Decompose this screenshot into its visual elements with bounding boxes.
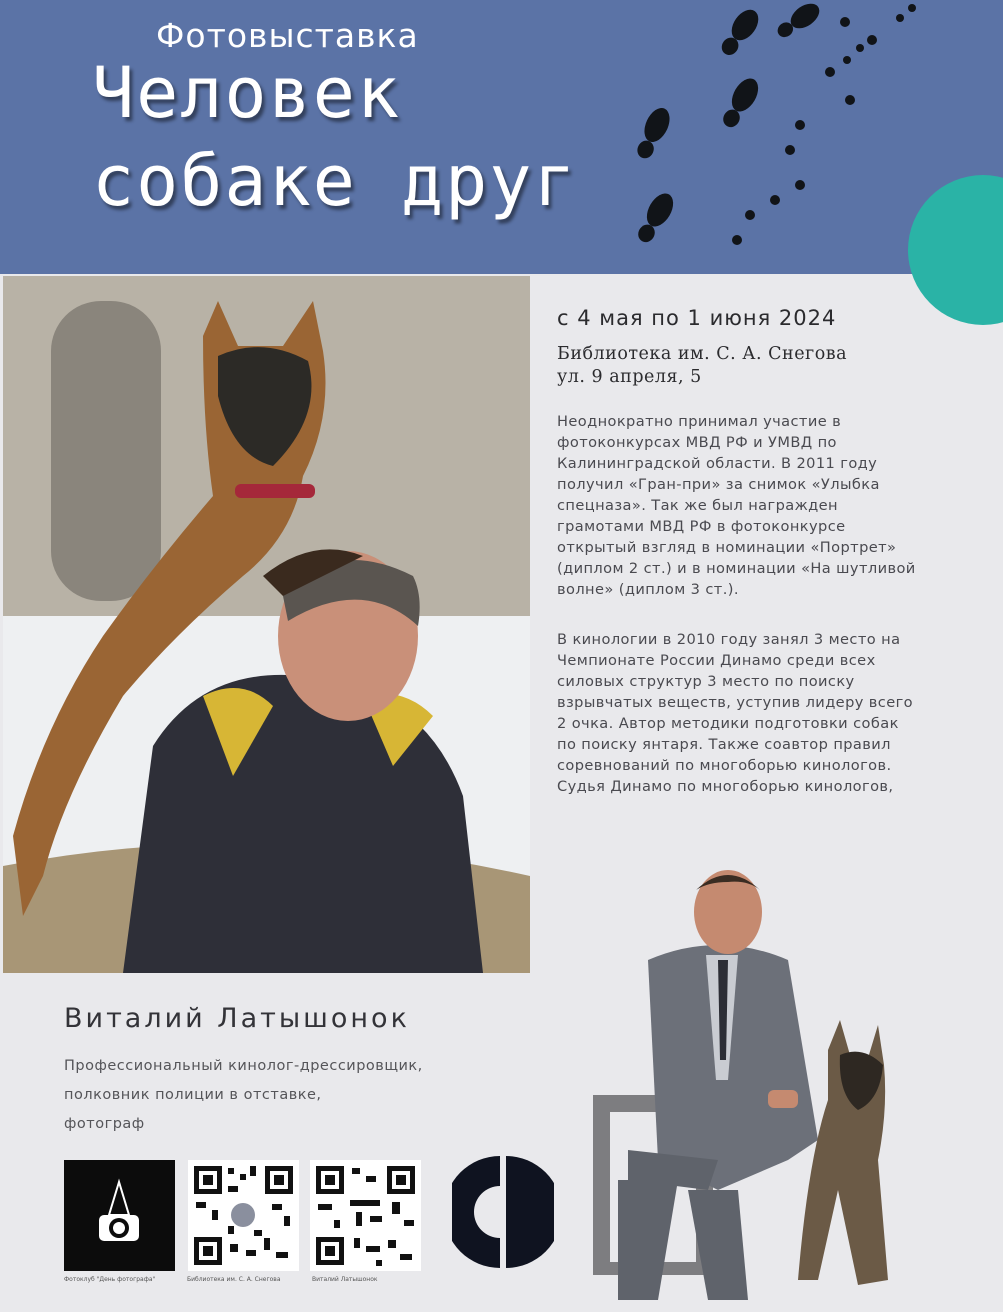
caption-photoclub: Фотоклуб "День фотографа" <box>64 1276 156 1283</box>
person-desc-line-3: фотограф <box>64 1116 145 1132</box>
caption-author: Виталий Латышонок <box>312 1276 378 1283</box>
bio-paragraph-1 <box>557 411 917 600</box>
photo-dog-handler <box>3 276 530 973</box>
header-banner <box>0 0 1003 274</box>
title-line-1: Человек <box>92 52 402 134</box>
photoclub-logo <box>64 1160 175 1271</box>
person-name: Виталий Латышонок <box>64 1003 410 1034</box>
title-line-2: собаке друг <box>92 140 578 222</box>
qr-code-library[interactable] <box>188 1160 299 1271</box>
bio-text-1: Неоднократно принимал участие в фотоконкурсах МВД РФ и УМВД по Калининградской области. В 2011 году получил «Гран-при» за снимок «Улыбка спецназа». Так же был награжден грамотами МВД РФ в фотоконкурсе открытый взгляд в номинации «Портрет» (диплом 2 ст.) и в номинации «На шутливой волне» (диплом 3 ст.). <box>557 413 916 598</box>
exhibition-subtitle: Фотовыставка <box>156 16 419 55</box>
qr-code-author[interactable] <box>310 1160 421 1271</box>
camera-logo-icon <box>64 1160 175 1271</box>
person-desc-line-1: Профессиональный кинолог-дрессировщик, <box>64 1058 423 1074</box>
person-desc-line-2: полковник полиции в отставке, <box>64 1087 322 1103</box>
photo-officer-with-dog <box>588 860 928 1308</box>
bio-text-2: В кинологии в 2010 году занял 3 место на Чемпионате России Динамо среди всех силовых структур 3 место по поиску взрывчатых веществ, уступив лидеру всего 2 очка. Автор методики подготовки собак по поиску янтаря. Также соавтор правил соревнований по многоборью кинологов. Судья Динамо по многоборью кинологов, <box>557 631 914 795</box>
venue-name: Библиотека им. С. А. Снегова <box>557 344 848 364</box>
caption-library: Библиотека им. С. А. Снегова <box>187 1276 281 1283</box>
bio-paragraph-2 <box>557 629 917 797</box>
exhibition-dates: с 4 мая по 1 июня 2024 <box>557 306 837 330</box>
venue-address: ул. 9 апреля, 5 <box>557 367 702 387</box>
brand-logo-icon <box>452 1150 554 1274</box>
